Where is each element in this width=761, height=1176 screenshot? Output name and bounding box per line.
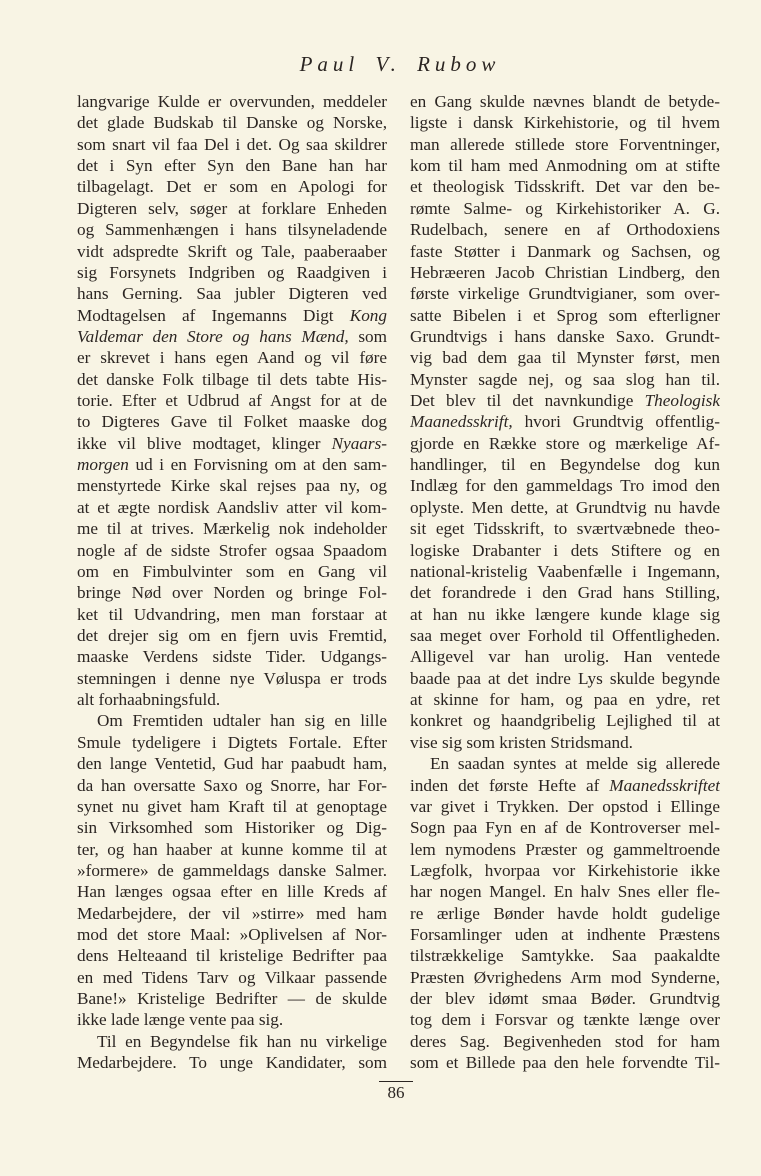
text-line: [77, 1031, 387, 1052]
text-line: [77, 518, 387, 539]
text-line: [77, 305, 387, 326]
text-segment: vig bad dem gaa til Mynster først, men: [410, 348, 720, 368]
text-line: [410, 91, 720, 112]
text-segment: et theologisk Tidsskrift. Det var den be-: [410, 177, 720, 197]
text-line: [410, 753, 720, 774]
text-line: [77, 646, 387, 667]
text-segment: inden det første Hefte af: [410, 775, 610, 795]
text-segment: saa meget over Forhold til Offentligheden.: [410, 625, 720, 645]
text-line: [410, 155, 720, 176]
text-segment: Præsten Øvrighedens Arm mod Synderne,: [410, 967, 720, 987]
text-line: [410, 518, 720, 539]
text-segment: ikke lade længe vente paa sig.: [77, 1010, 284, 1030]
text-line: [410, 241, 720, 262]
text-segment: Grundtvigs i hans danske Saxo. Grundt-: [410, 326, 720, 346]
text-line: [77, 945, 387, 966]
text-line: [410, 219, 720, 240]
text-line: [77, 582, 387, 603]
text-segment: det forandrede i den Grad hans Stilling,: [410, 583, 720, 603]
text-line: [77, 241, 387, 262]
italic-title-text: Maanedsskriftet: [609, 775, 720, 795]
text-line: [410, 903, 720, 924]
text-segment: Rudelbach, senere en af Orthodoxiens: [410, 220, 720, 240]
text-column-left: [77, 91, 387, 1074]
text-segment: Lægfolk, hvorpaa vor Kirkehistorie ikke: [410, 860, 720, 880]
text-line: [77, 924, 387, 945]
text-line: [410, 988, 720, 1009]
text-segment: nogle af de sidste Strofer ogsaa Spaadom: [77, 540, 387, 560]
text-segment: konkret og haandgribelig Lejlighed til at: [410, 711, 720, 731]
text-segment: første virkelige Grundtvigianer, som over-: [410, 284, 720, 304]
text-segment: en med Tidens Tarv og Vilkaar passende: [77, 967, 387, 987]
text-line: [77, 817, 387, 838]
text-line: [77, 732, 387, 753]
text-segment: hvori Grundtvig offentlig-: [512, 412, 720, 432]
text-line: [77, 860, 387, 881]
text-line: [410, 561, 720, 582]
text-segment: gjorde en Række store og mærkelige Af-: [410, 433, 720, 453]
running-header: Paul V. Rubow: [299, 52, 501, 76]
text-line: [77, 497, 387, 518]
text-segment: Hebræeren Jacob Christian Lindberg, den: [410, 262, 720, 282]
text-segment: sit eget Tidsskrift, to sværtvæbnede theo-: [410, 519, 720, 539]
text-segment: ikke vil blive modtaget, klinger: [77, 433, 332, 453]
text-line: [77, 433, 387, 454]
page-number: 86: [387, 1083, 405, 1102]
text-segment: er skrevet i hans egen Aand og vil føre: [77, 348, 387, 368]
text-line: [410, 689, 720, 710]
text-line: [77, 219, 387, 240]
italic-title-text: Kong: [349, 305, 387, 325]
text-segment: det danske Folk tilbage til dets tabte His-: [77, 369, 387, 389]
text-line: [410, 176, 720, 197]
text-segment: har nogen Mangel. En halv Snes eller fle-: [410, 882, 720, 902]
text-segment: som: [348, 326, 387, 346]
text-line: [410, 710, 720, 731]
text-segment: menstyrtede Kirke skal rejses paa ny, og: [77, 476, 387, 496]
text-line: [410, 1031, 720, 1052]
text-line: [410, 198, 720, 219]
text-line: [77, 540, 387, 561]
text-line: [410, 390, 720, 411]
text-segment: ud i en Forvisning om at den sam-: [128, 455, 387, 475]
text-segment: sin Virksomhed som Historiker og Dig-: [77, 818, 387, 838]
text-line: [77, 796, 387, 817]
text-line: [410, 881, 720, 902]
text-line: [410, 625, 720, 646]
text-line: [77, 1009, 387, 1030]
text-segment: »formere» de gammeldags danske Salmer.: [77, 860, 387, 880]
italic-title-text: Theologisk: [644, 391, 720, 411]
text-segment: stemningen i denne nye Vøluspa er trods: [77, 668, 387, 688]
text-line: [77, 347, 387, 368]
text-segment: som snart vil faa Del i det. Og saa skildrer: [77, 134, 387, 154]
text-segment: Mynster sagde nej, og saa slog han til.: [410, 369, 720, 389]
text-line: [410, 305, 720, 326]
text-segment: tilbagelagt. Det er som en Apologi for: [77, 177, 387, 197]
text-segment: den lange Ventetid, Gud har paabudt ham,: [77, 754, 387, 774]
text-segment: var givet i Trykken. Der opstod i Ellinge: [410, 796, 720, 816]
text-line: [410, 262, 720, 283]
text-segment: ter, og han haaber at kunne komme til at: [77, 839, 387, 859]
text-line: [410, 860, 720, 881]
text-line: [77, 668, 387, 689]
text-segment: dens Helteaand til kristelige Bedrifter paa: [77, 946, 387, 966]
text-column-right: [410, 91, 720, 1074]
text-segment: synet nu givet ham Kraft til at genoptage: [77, 796, 387, 816]
text-line: [410, 475, 720, 496]
text-segment: hans Gerning. Saa jubler Digteren ved: [77, 284, 387, 304]
text-line: [410, 839, 720, 860]
text-line: [77, 689, 387, 710]
text-line: [410, 817, 720, 838]
text-line: [77, 903, 387, 924]
text-line: [410, 668, 720, 689]
text-segment: kom til ham med Anmodning om at stifte: [410, 156, 720, 176]
text-segment: handlinger, til en Begyndelse dog kun: [410, 455, 720, 475]
text-segment: rømte Salme- og Kirkehistoriker A. G.: [410, 198, 720, 218]
text-segment: om en Fimbulvinter som en Gang vil: [77, 561, 387, 581]
text-line: [410, 326, 720, 347]
text-segment: det drejer sig om en fjern uvis Fremtid,: [77, 625, 387, 645]
text-line: [410, 540, 720, 561]
text-line: [410, 1009, 720, 1030]
text-line: [410, 369, 720, 390]
text-segment: re ærlige Bønder havde holdt gudelige: [410, 903, 720, 923]
text-line: [77, 369, 387, 390]
text-segment: vise sig som kristen Stridsmand.: [410, 732, 633, 752]
text-line: [77, 454, 387, 475]
text-segment: at han nu ikke længere kunde klage sig: [410, 604, 720, 624]
text-segment: at skinne for ham, og paa en ydre, ret: [410, 690, 720, 710]
italic-title-text: morgen: [77, 455, 129, 475]
text-segment: En saadan syntes at melde sig allerede: [430, 754, 720, 774]
text-segment: Forsamlinger uden at indhente Præstens: [410, 925, 720, 945]
text-line: [410, 604, 720, 625]
text-segment: ligste i dansk Kirkehistorie, og til hvem: [410, 113, 720, 133]
text-line: [77, 604, 387, 625]
text-segment: torie. Efter et Udbrud af Angst for at de: [77, 391, 387, 411]
text-line: [77, 988, 387, 1009]
text-segment: Indlæg for den gammeldags Tro imod den: [410, 476, 720, 496]
text-line: [77, 775, 387, 796]
text-line: [410, 1052, 720, 1073]
text-segment: Digteren selv, søger at forklare Enheden: [77, 198, 387, 218]
text-line: [410, 775, 720, 796]
text-segment: da han oversatte Saxo og Snorre, har For-: [77, 775, 387, 795]
italic-title-text: Nyaars-: [331, 433, 387, 453]
text-line: [77, 283, 387, 304]
text-line: [410, 945, 720, 966]
text-line: [410, 582, 720, 603]
text-line: [77, 326, 387, 347]
text-line: [410, 796, 720, 817]
text-segment: tog dem i Forsvar og tænkte længe over: [410, 1010, 720, 1030]
text-line: [410, 497, 720, 518]
text-segment: som et Billede paa den hele forvendte Til-: [410, 1053, 720, 1073]
text-segment: man allerede stillede store Forventninger,: [410, 134, 720, 154]
text-line: [77, 839, 387, 860]
text-segment: vidt adspredte Skrift og Tale, paaberaaber: [77, 241, 387, 261]
text-line: [77, 411, 387, 432]
text-segment: lem nymodens Præster og gammeltroende: [410, 839, 720, 859]
italic-title-text: Valdemar den Store og hans Mænd,: [77, 326, 349, 346]
text-line: [77, 390, 387, 411]
text-segment: bringe Nød over Norden og bringe Fol-: [77, 583, 387, 603]
text-segment: Smule tydeligere i Digtets Fortale. Efter: [77, 732, 387, 752]
text-segment: me til at trives. Mærkelig nok indeholder: [77, 519, 387, 539]
text-segment: to Digteres Gave til Folket maaske dog: [77, 412, 387, 432]
text-line: [410, 924, 720, 945]
text-segment: Medarbejdere. To unge Kandidater, som: [77, 1053, 387, 1073]
text-segment: baade paa at det indre Lys skulde begynde: [410, 668, 720, 688]
text-line: [410, 454, 720, 475]
text-line: [410, 967, 720, 988]
text-segment: Om Fremtiden udtaler han sig en lille: [97, 711, 387, 731]
text-segment: satte Bibelen i et Sprog som efterligner: [410, 305, 720, 325]
text-line: [410, 112, 720, 133]
page-number-rule: [379, 1081, 413, 1082]
text-segment: deres Sag. Begivenheden stod for ham: [410, 1031, 720, 1051]
text-segment: alt forhaabningsfuld.: [77, 690, 221, 710]
text-segment: og Sammenhængen i hans tilsyneladende: [77, 220, 387, 240]
text-segment: national-kristelig Vaabenfælle i Ingemann,: [410, 561, 720, 581]
text-line: [77, 967, 387, 988]
text-line: [77, 262, 387, 283]
text-line: [410, 347, 720, 368]
text-segment: Til en Begyndelse fik han nu virkelige: [97, 1031, 387, 1051]
text-line: [77, 625, 387, 646]
text-line: [77, 881, 387, 902]
text-line: [77, 112, 387, 133]
text-segment: Sogn paa Fyn en af de Kontroverser mel-: [410, 818, 720, 838]
text-segment: at et ægte nordisk Aandsliv atter vil kom-: [77, 497, 387, 517]
text-segment: sig Forsynets Indgriben og Raadgiven i: [77, 262, 387, 282]
text-segment: det glade Budskab til Danske og Norske,: [77, 113, 387, 133]
text-segment: det i Syn efter Syn den Bane han har: [77, 156, 387, 176]
text-segment: Han længes ogsaa efter en lille Kreds af: [77, 882, 387, 902]
text-line: [77, 561, 387, 582]
text-line: [410, 646, 720, 667]
text-segment: en Gang skulde nævnes blandt de betyde-: [410, 92, 720, 111]
text-segment: tilstrækkelige Samtykke. Saa paakaldte: [410, 946, 720, 966]
text-segment: mod det store Maal: »Oplivelsen af Nor-: [77, 925, 387, 945]
text-segment: langvarige Kulde er overvunden, meddeler: [77, 92, 387, 111]
text-segment: Modtagelsen af Ingemanns Digt: [77, 305, 350, 325]
text-line: [77, 198, 387, 219]
text-line: [410, 283, 720, 304]
text-segment: oplyste. Men dette, at Grundtvig nu havde: [410, 497, 720, 517]
text-line: [410, 732, 720, 753]
italic-title-text: Maanedsskrift,: [410, 412, 513, 432]
text-segment: maaske Verdens sidste Tider. Udgangs-: [77, 647, 387, 667]
text-line: [410, 134, 720, 155]
text-segment: logiske Drabanter i dets Stiftere og en: [410, 540, 720, 560]
text-line: [77, 753, 387, 774]
text-line: [410, 411, 720, 432]
text-line: [77, 1052, 387, 1073]
text-segment: der blev idømt smaa Bøder. Grundtvig: [410, 989, 720, 1009]
text-line: [77, 134, 387, 155]
text-segment: ket til Udvandring, men man forstaar at: [77, 604, 387, 624]
text-line: [77, 475, 387, 496]
text-segment: Bane!» Kristelige Bedrifter — de skulde: [77, 989, 387, 1009]
text-segment: Alligevel var han urolig. Han ventede: [410, 647, 720, 667]
text-segment: Medarbejdere, der vil »stirre» med ham: [77, 903, 387, 923]
text-segment: Det blev til det navnkundige: [410, 391, 645, 411]
text-line: [410, 433, 720, 454]
text-line: [77, 710, 387, 731]
text-line: [77, 91, 387, 112]
text-line: [77, 155, 387, 176]
text-line: [77, 176, 387, 197]
text-segment: faste Støtter i Danmark og Sachsen, og: [410, 241, 720, 261]
